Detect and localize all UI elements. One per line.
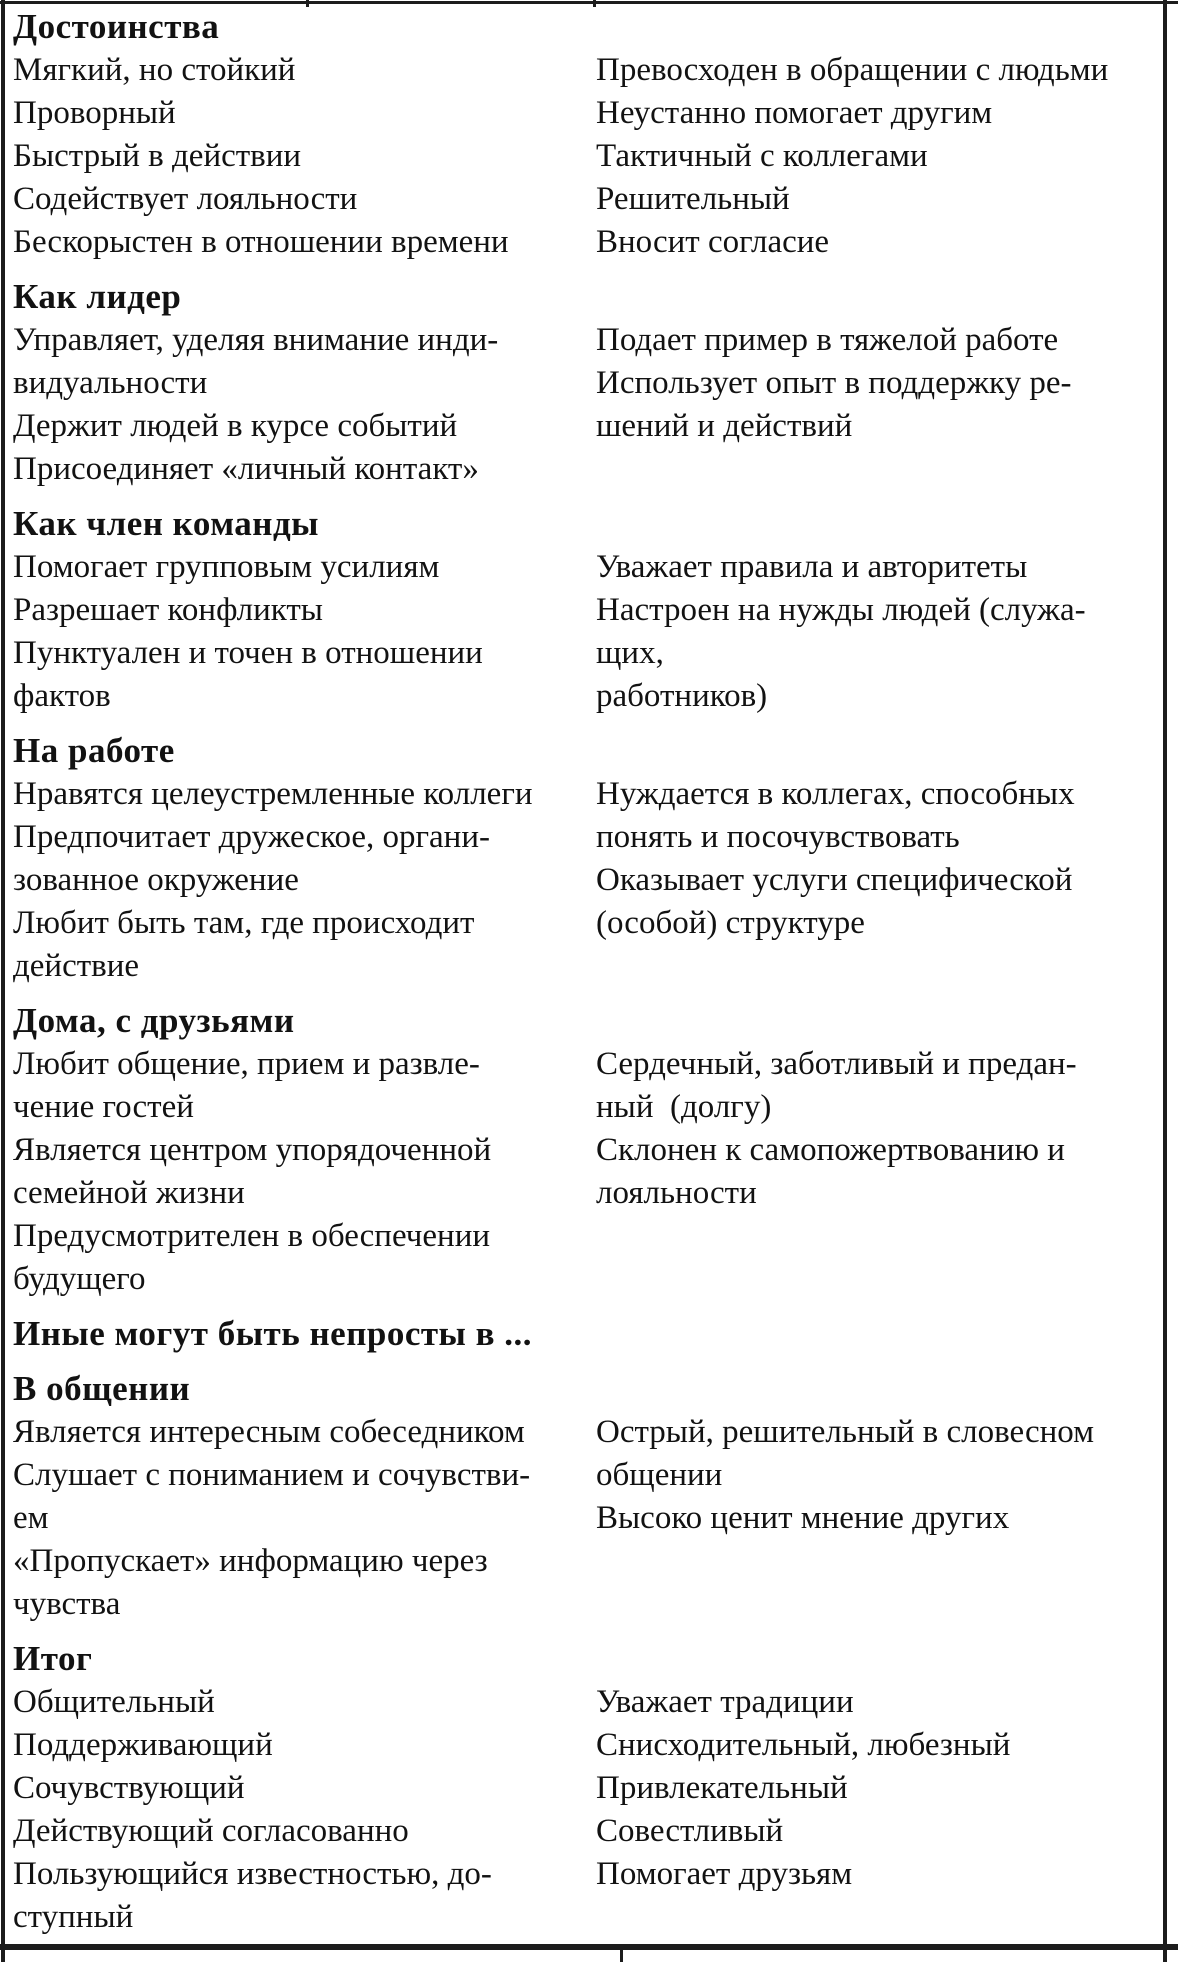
cell-border-left <box>1 0 5 1962</box>
column-left <box>13 1681 596 1939</box>
text-line: Сочувствующий <box>13 1770 245 1806</box>
text-line: Высоко ценит мнение других <box>596 1500 1010 1536</box>
text-line: Является центром упорядоченной <box>13 1132 492 1168</box>
section-summary <box>13 1637 1158 1939</box>
text-line: Вносит согласие <box>596 224 830 260</box>
text-line: Неустанно помогает другим <box>596 95 993 131</box>
column-right <box>596 1043 1158 1215</box>
text-line: Мягкий, но стойкий <box>13 52 296 88</box>
text-line: (особой) структуре <box>596 905 865 941</box>
section-as-leader <box>13 275 1158 491</box>
column-left <box>13 1043 596 1301</box>
text-line: Является интересным собеседником <box>13 1414 525 1450</box>
section-heading: В общении <box>13 1369 191 1408</box>
text-line: зованное окружение <box>13 862 299 898</box>
column-right <box>596 1411 1158 1540</box>
text-line: Сердечный, заботливый и предан- <box>596 1046 1077 1082</box>
section-others-difficulty-header <box>13 1312 1158 1356</box>
text-line: Тактичный с коллегами <box>596 138 928 174</box>
text-line: «Пропускает» информацию через <box>13 1543 488 1579</box>
text-line: Привлекательный <box>596 1770 848 1806</box>
text-line: понять и посочувствовать <box>596 819 960 855</box>
text-line: Бескорыстен в отношении времени <box>13 224 509 260</box>
text-line: Настроен на нужды людей (служа- <box>596 592 1086 628</box>
text-line: видуальности <box>13 365 208 401</box>
text-line: лояльности <box>596 1175 757 1211</box>
text-line: Острый, решительный в словесном <box>596 1414 1095 1450</box>
text-line: семейной жизни <box>13 1175 245 1211</box>
text-line: Пользующийся известностью, до- <box>13 1856 492 1892</box>
text-line: ступный <box>13 1899 134 1935</box>
column-right <box>596 319 1158 448</box>
section-in-communication <box>13 1367 1158 1626</box>
cell-border-right <box>1163 0 1167 1962</box>
text-line: Предпочитает дружеское, органи- <box>13 819 490 855</box>
section-merits <box>13 5 1158 264</box>
text-line: общении <box>596 1457 723 1493</box>
text-line: Оказывает услуги специфической <box>596 862 1073 898</box>
text-line: Совестливый <box>596 1813 784 1849</box>
text-line: шений и действий <box>596 408 853 444</box>
text-line: ем <box>13 1500 49 1536</box>
text-line: Помогает друзьям <box>596 1856 853 1892</box>
cell-border-top <box>0 1 1178 4</box>
section-columns <box>13 1681 1158 1939</box>
text-line: Действующий согласованно <box>13 1813 409 1849</box>
section-columns <box>13 1411 1158 1626</box>
text-line: Подает пример в тяжелой работе <box>596 322 1059 358</box>
column-right <box>596 49 1158 264</box>
section-columns <box>13 49 1158 264</box>
section-heading: Дома, с друзьями <box>13 1001 295 1040</box>
column-left <box>13 1411 596 1626</box>
text-line: чение гостей <box>13 1089 194 1125</box>
section-heading: На работе <box>13 731 175 770</box>
text-line: Быстрый в действии <box>13 138 302 174</box>
text-line: Уважает правила и авторитеты <box>596 549 1028 585</box>
section-heading: Иные могут быть непросты в ... <box>13 1314 533 1353</box>
section-heading: Как лидер <box>13 277 182 316</box>
column-left <box>13 319 596 491</box>
section-columns <box>13 546 1158 718</box>
table-cell-content <box>13 5 1158 1950</box>
text-line: будущего <box>13 1261 146 1297</box>
text-line: Пунктуален и точен в отношении <box>13 635 483 671</box>
text-line: Превосходен в обращении с людьми <box>596 52 1109 88</box>
section-at-work <box>13 729 1158 988</box>
text-line: Содействует лояльности <box>13 181 358 217</box>
section-heading: Как член команды <box>13 504 319 543</box>
text-line: Разрешает конфликты <box>13 592 323 628</box>
section-as-team-member <box>13 502 1158 718</box>
section-columns <box>13 773 1158 988</box>
column-right <box>596 1681 1158 1896</box>
text-line: чувства <box>13 1586 121 1622</box>
text-line: Помогает групповым усилиям <box>13 549 440 585</box>
text-line: фактов <box>13 678 111 714</box>
section-heading: Достоинства <box>13 7 220 46</box>
text-line: Общительный <box>13 1684 215 1720</box>
text-line: Предусмотрителен в обеспечении <box>13 1218 491 1254</box>
text-line: Присоединяет «личный контакт» <box>13 451 479 487</box>
bottom-divider-tick <box>620 1950 623 1962</box>
text-line: Слушает с пониманием и сочувстви- <box>13 1457 531 1493</box>
text-line: Любит общение, прием и развле- <box>13 1046 480 1082</box>
text-line: щих, <box>596 635 664 671</box>
section-columns <box>13 319 1158 491</box>
text-line: ный (долгу) <box>596 1089 772 1125</box>
section-heading: Итог <box>13 1639 93 1678</box>
text-line: Склонен к самопожертвованию и <box>596 1132 1065 1168</box>
section-columns <box>13 1043 1158 1301</box>
text-line: действие <box>13 948 140 984</box>
text-line: работников) <box>596 678 768 714</box>
text-line: Использует опыт в поддержку ре- <box>596 365 1072 401</box>
text-line: Поддерживающий <box>13 1727 273 1763</box>
text-line: Нравятся целеустремленные коллеги <box>13 776 533 812</box>
text-line: Любит быть там, где происходит <box>13 905 475 941</box>
text-line: Держит людей в курсе событий <box>13 408 458 444</box>
section-at-home-with-friends <box>13 999 1158 1301</box>
text-line: Снисходительный, любезный <box>596 1727 1011 1763</box>
text-line: Управляет, уделяя внимание инди- <box>13 322 499 358</box>
text-line: Нуждается в коллегах, способных <box>596 776 1075 812</box>
column-left <box>13 49 596 264</box>
column-right <box>596 773 1158 945</box>
column-right <box>596 546 1158 718</box>
text-line: Решительный <box>596 181 790 217</box>
text-line: Уважает традиции <box>596 1684 854 1720</box>
column-left <box>13 546 596 718</box>
text-line: Проворный <box>13 95 176 131</box>
column-left <box>13 773 596 988</box>
